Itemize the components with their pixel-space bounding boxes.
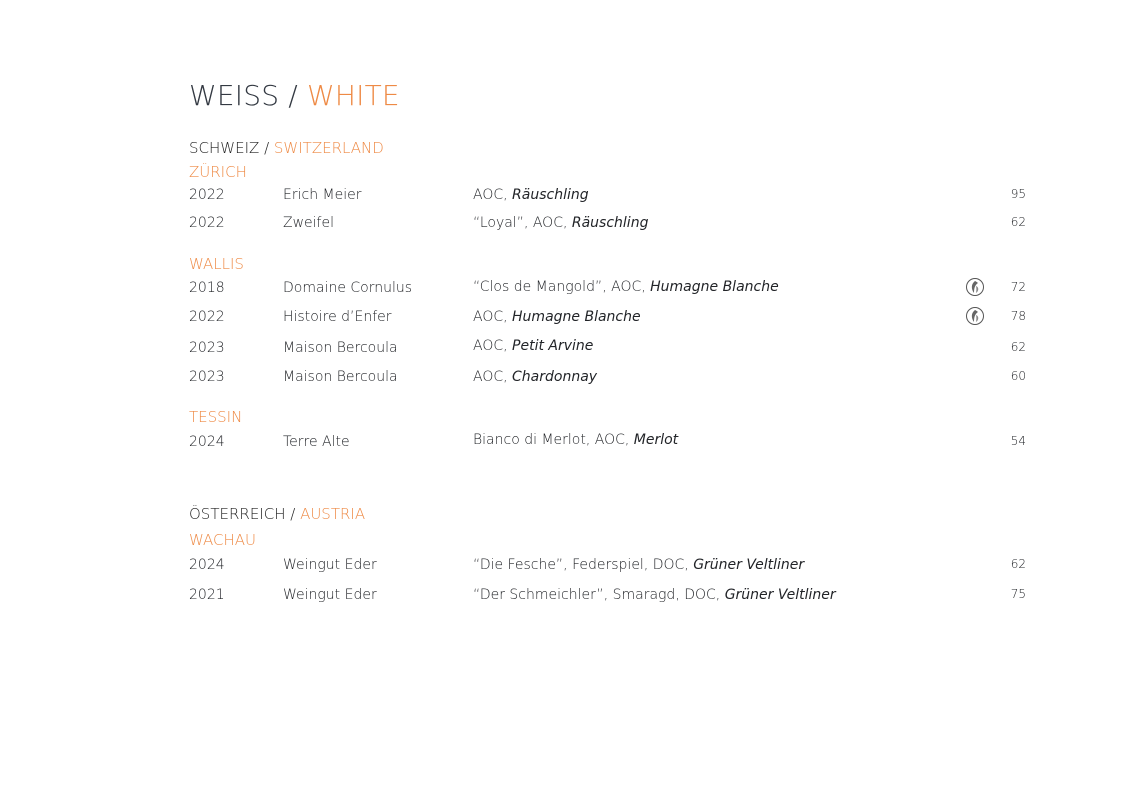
wine-description-plain: AOC, [473,369,513,385]
wine-year: 2022 [189,309,225,325]
wine-producer: Weingut Eder [283,587,377,603]
region-heading-wachau: WACHAU [189,531,257,549]
wine-price: 95 [1010,187,1026,201]
wine-description-plain: “Der Schmeichler”, Smaragd, DOC, [473,587,725,603]
wine-grape: Grüner Veltliner [693,557,805,573]
wine-price: 62 [1010,557,1026,571]
leaf-badge-icon [965,277,985,297]
wine-year: 2021 [189,587,225,603]
wine-description [473,186,589,204]
region-heading-wallis: WALLIS [189,255,244,273]
wine-year: 2023 [189,369,225,385]
title-separator: / [279,79,308,112]
wine-year: 2024 [189,434,225,450]
wine-grape: Chardonnay [512,369,598,385]
wine-description [473,278,779,296]
wine-year: 2022 [189,215,225,231]
wine-producer: Terre Alte [283,434,350,450]
wine-description-plain: AOC, [473,309,513,325]
wine-price: 78 [1010,309,1026,323]
page-title [189,78,400,114]
country-english: SWITZERLAND [273,139,384,157]
wine-grape: Humagne Blanche [650,279,779,295]
wine-row [0,214,1123,234]
wine-producer: Erich Meier [283,187,362,203]
region-heading-tessin: TESSIN [189,408,243,426]
wine-producer: Maison Bercoula [283,369,398,385]
wine-description-plain: AOC, [473,338,513,354]
country-separator: / [259,139,274,157]
wine-producer: Domaine Cornulus [283,280,413,296]
wine-description [473,308,641,326]
wine-grape: Grüner Veltliner [724,587,836,603]
wine-price: 72 [1010,280,1026,294]
wine-row [0,433,1123,453]
wine-row [0,556,1123,576]
wine-row [0,279,1123,299]
wine-description-plain: “Clos de Mangold”, AOC, [473,279,651,295]
wine-description [473,337,593,355]
wine-description-plain: Bianco di Merlot, AOC, [473,432,634,448]
title-german: WEISS [189,79,280,112]
wine-grape: Humagne Blanche [512,309,641,325]
wine-row [0,186,1123,206]
wine-year: 2022 [189,187,225,203]
country-german: ÖSTERREICH [189,505,286,523]
wine-description [473,556,804,574]
wine-row [0,586,1123,606]
wine-grape: Petit Arvine [512,338,594,354]
wine-row [0,368,1123,388]
wine-description [473,586,836,604]
wine-grape: Räuschling [512,187,589,203]
wine-grape: Räuschling [571,215,649,231]
region-heading-zurich: ZÜRICH [189,163,247,181]
wine-price: 60 [1010,369,1026,383]
country-english: AUSTRIA [300,505,366,523]
wine-description [473,368,597,386]
wine-producer: Weingut Eder [283,557,377,573]
wine-description-plain: “Die Fesche”, Federspiel, DOC, [473,557,694,573]
wine-row [0,308,1123,328]
title-english: WHITE [307,79,400,112]
country-german: SCHWEIZ [189,139,260,157]
wine-description [473,431,678,449]
country-heading-switzerland [189,139,384,157]
leaf-badge-icon [965,306,985,326]
wine-producer: Maison Bercoula [283,340,398,356]
wine-producer: Histoire d’Enfer [283,309,392,325]
country-heading-austria [189,505,365,523]
wine-row [0,339,1123,359]
wine-year: 2024 [189,557,225,573]
wine-description-plain: “Loyal”, AOC, [473,215,572,231]
wine-price: 62 [1010,340,1026,354]
wine-grape: Merlot [633,432,679,448]
wine-price: 75 [1010,587,1026,601]
wine-year: 2018 [189,280,225,296]
wine-price: 54 [1010,434,1026,448]
wine-producer: Zweifel [283,215,334,231]
wine-description [473,214,648,232]
wine-year: 2023 [189,340,225,356]
country-separator: / [285,505,301,523]
wine-price: 62 [1010,215,1026,229]
wine-description-plain: AOC, [473,187,513,203]
